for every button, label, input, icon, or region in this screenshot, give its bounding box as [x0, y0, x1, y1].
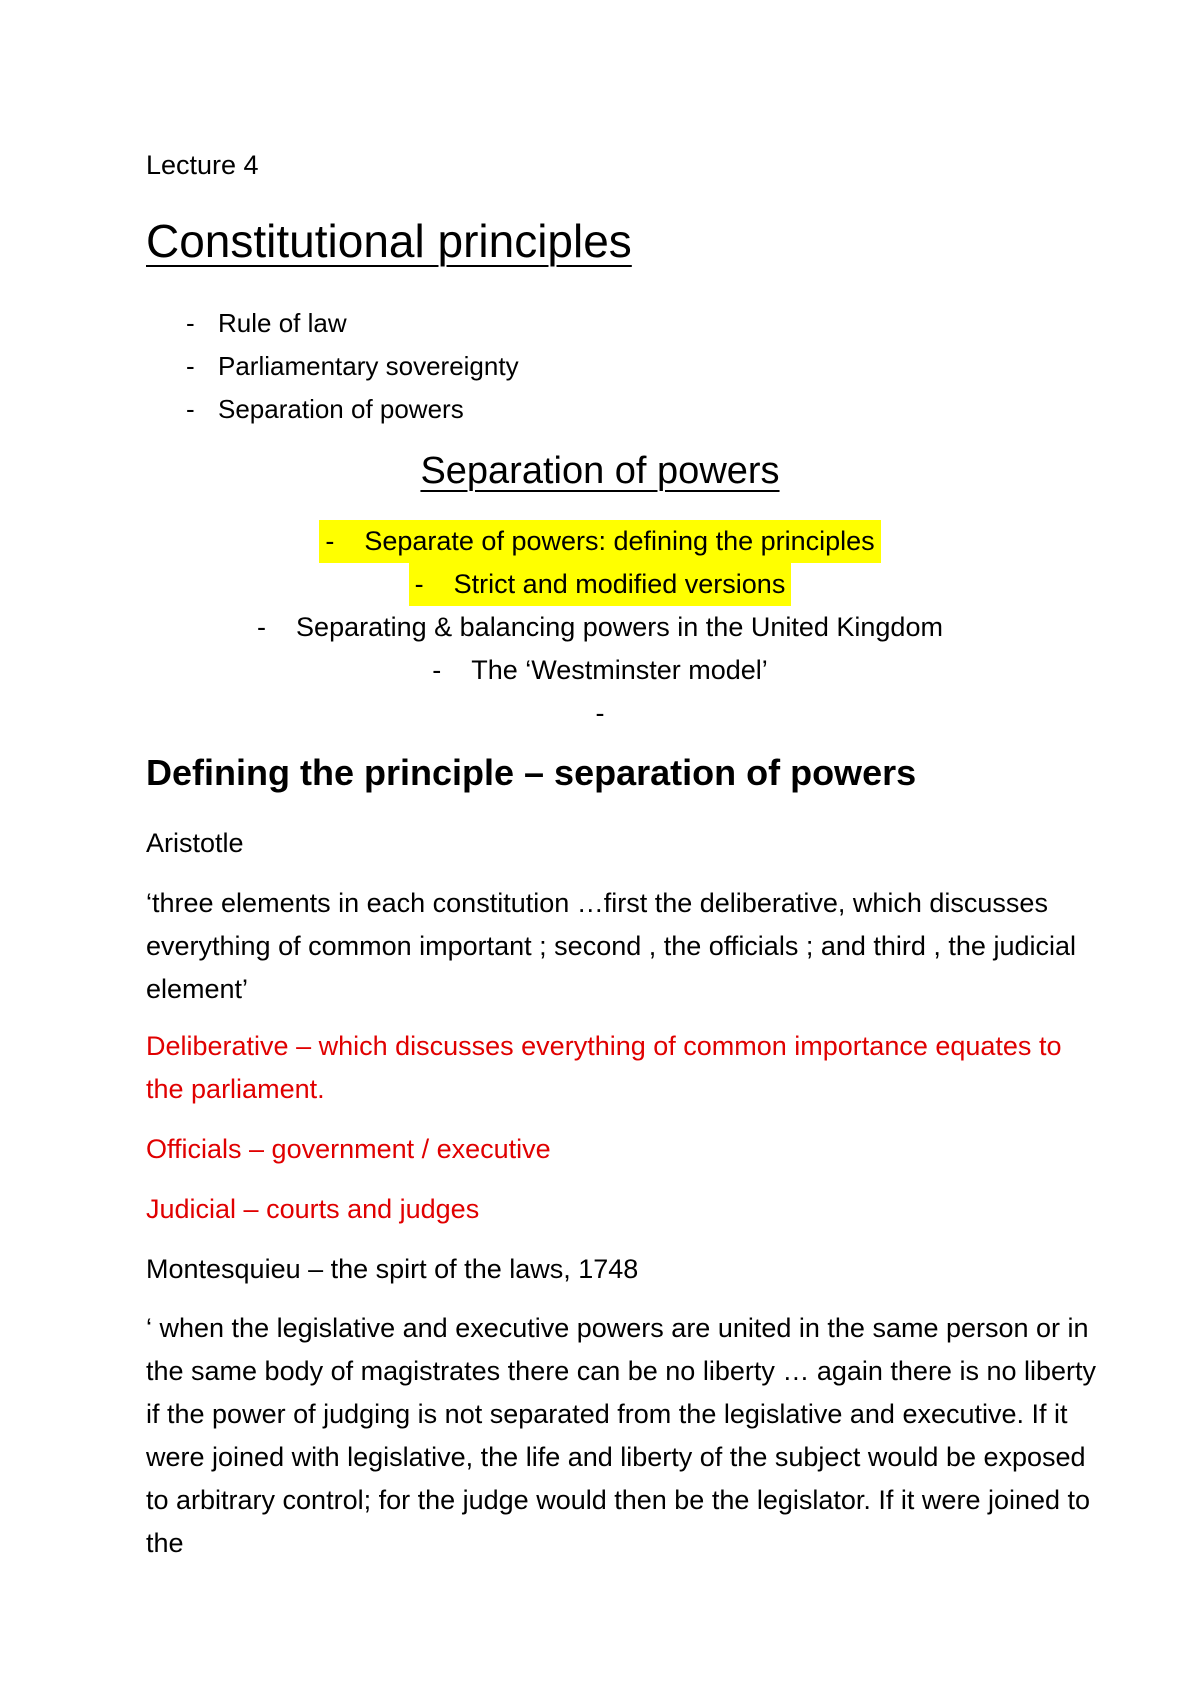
- aristotle-label: Aristotle: [146, 828, 244, 858]
- list-item: [0, 692, 1200, 735]
- list-item: [146, 302, 519, 345]
- montesquieu-quote: ‘ when the legislative and executive powers are united in the same person or in the same body of magistrates there can be no liberty … again there is no liberty if the power of judging is not separated from the legislative and executive. If it were joined with legislative, the life and liberty of the subject would be exposed to arbitrary control; for the judge would then be the legislator. If it were joined to the: [146, 1313, 1097, 1558]
- principles-list: [146, 302, 519, 431]
- list-item: [0, 520, 1200, 563]
- dash-marker: -: [595, 698, 605, 728]
- aristotle-quote: ‘three elements in each constitution …first the deliberative, which discusses everything of common important ; second , the officials ; and third , the judicial element’: [146, 888, 1076, 1004]
- list-item-text: Parliamentary sovereignty: [218, 351, 519, 381]
- dash-marker: -: [325, 526, 335, 556]
- list-item: [0, 563, 1200, 606]
- note-deliberative: Deliberative – which discusses everything of common importance equates to the parliament.: [146, 1031, 1062, 1104]
- page-title: Constitutional principles: [146, 215, 632, 267]
- list-item-body: [426, 649, 774, 692]
- centered-list: [0, 520, 1200, 735]
- list-item-text: Separate of powers: defining the principles: [364, 526, 875, 556]
- dash-marker: -: [186, 351, 195, 381]
- list-item-text: The ‘Westminster model’: [471, 655, 768, 685]
- list-item-text: Strict and modified versions: [453, 569, 786, 599]
- dash-marker: -: [432, 655, 442, 685]
- dash-marker: -: [414, 569, 424, 599]
- highlighted-item: [409, 563, 792, 606]
- subheading: Defining the principle – separation of powers: [146, 752, 917, 793]
- note-judicial: Judicial – courts and judges: [146, 1194, 480, 1224]
- section-heading: Separation of powers: [420, 450, 780, 492]
- highlighted-item: [319, 520, 880, 563]
- list-item: [146, 345, 519, 388]
- list-item-body: [251, 606, 949, 649]
- list-item: [146, 388, 519, 431]
- dash-marker: -: [257, 612, 267, 642]
- dash-marker: -: [186, 308, 195, 338]
- list-item-text: Separation of powers: [218, 394, 464, 424]
- list-item: [0, 649, 1200, 692]
- lecture-label: Lecture 4: [146, 150, 259, 180]
- list-item-text: Separating & balancing powers in the United Kingdom: [296, 612, 943, 642]
- montesquieu-label: Montesquieu – the spirt of the laws, 1748: [146, 1254, 639, 1284]
- list-item: [0, 606, 1200, 649]
- list-item-text: Rule of law: [218, 308, 347, 338]
- dash-marker: -: [186, 394, 195, 424]
- note-officials: Officials – government / executive: [146, 1134, 551, 1164]
